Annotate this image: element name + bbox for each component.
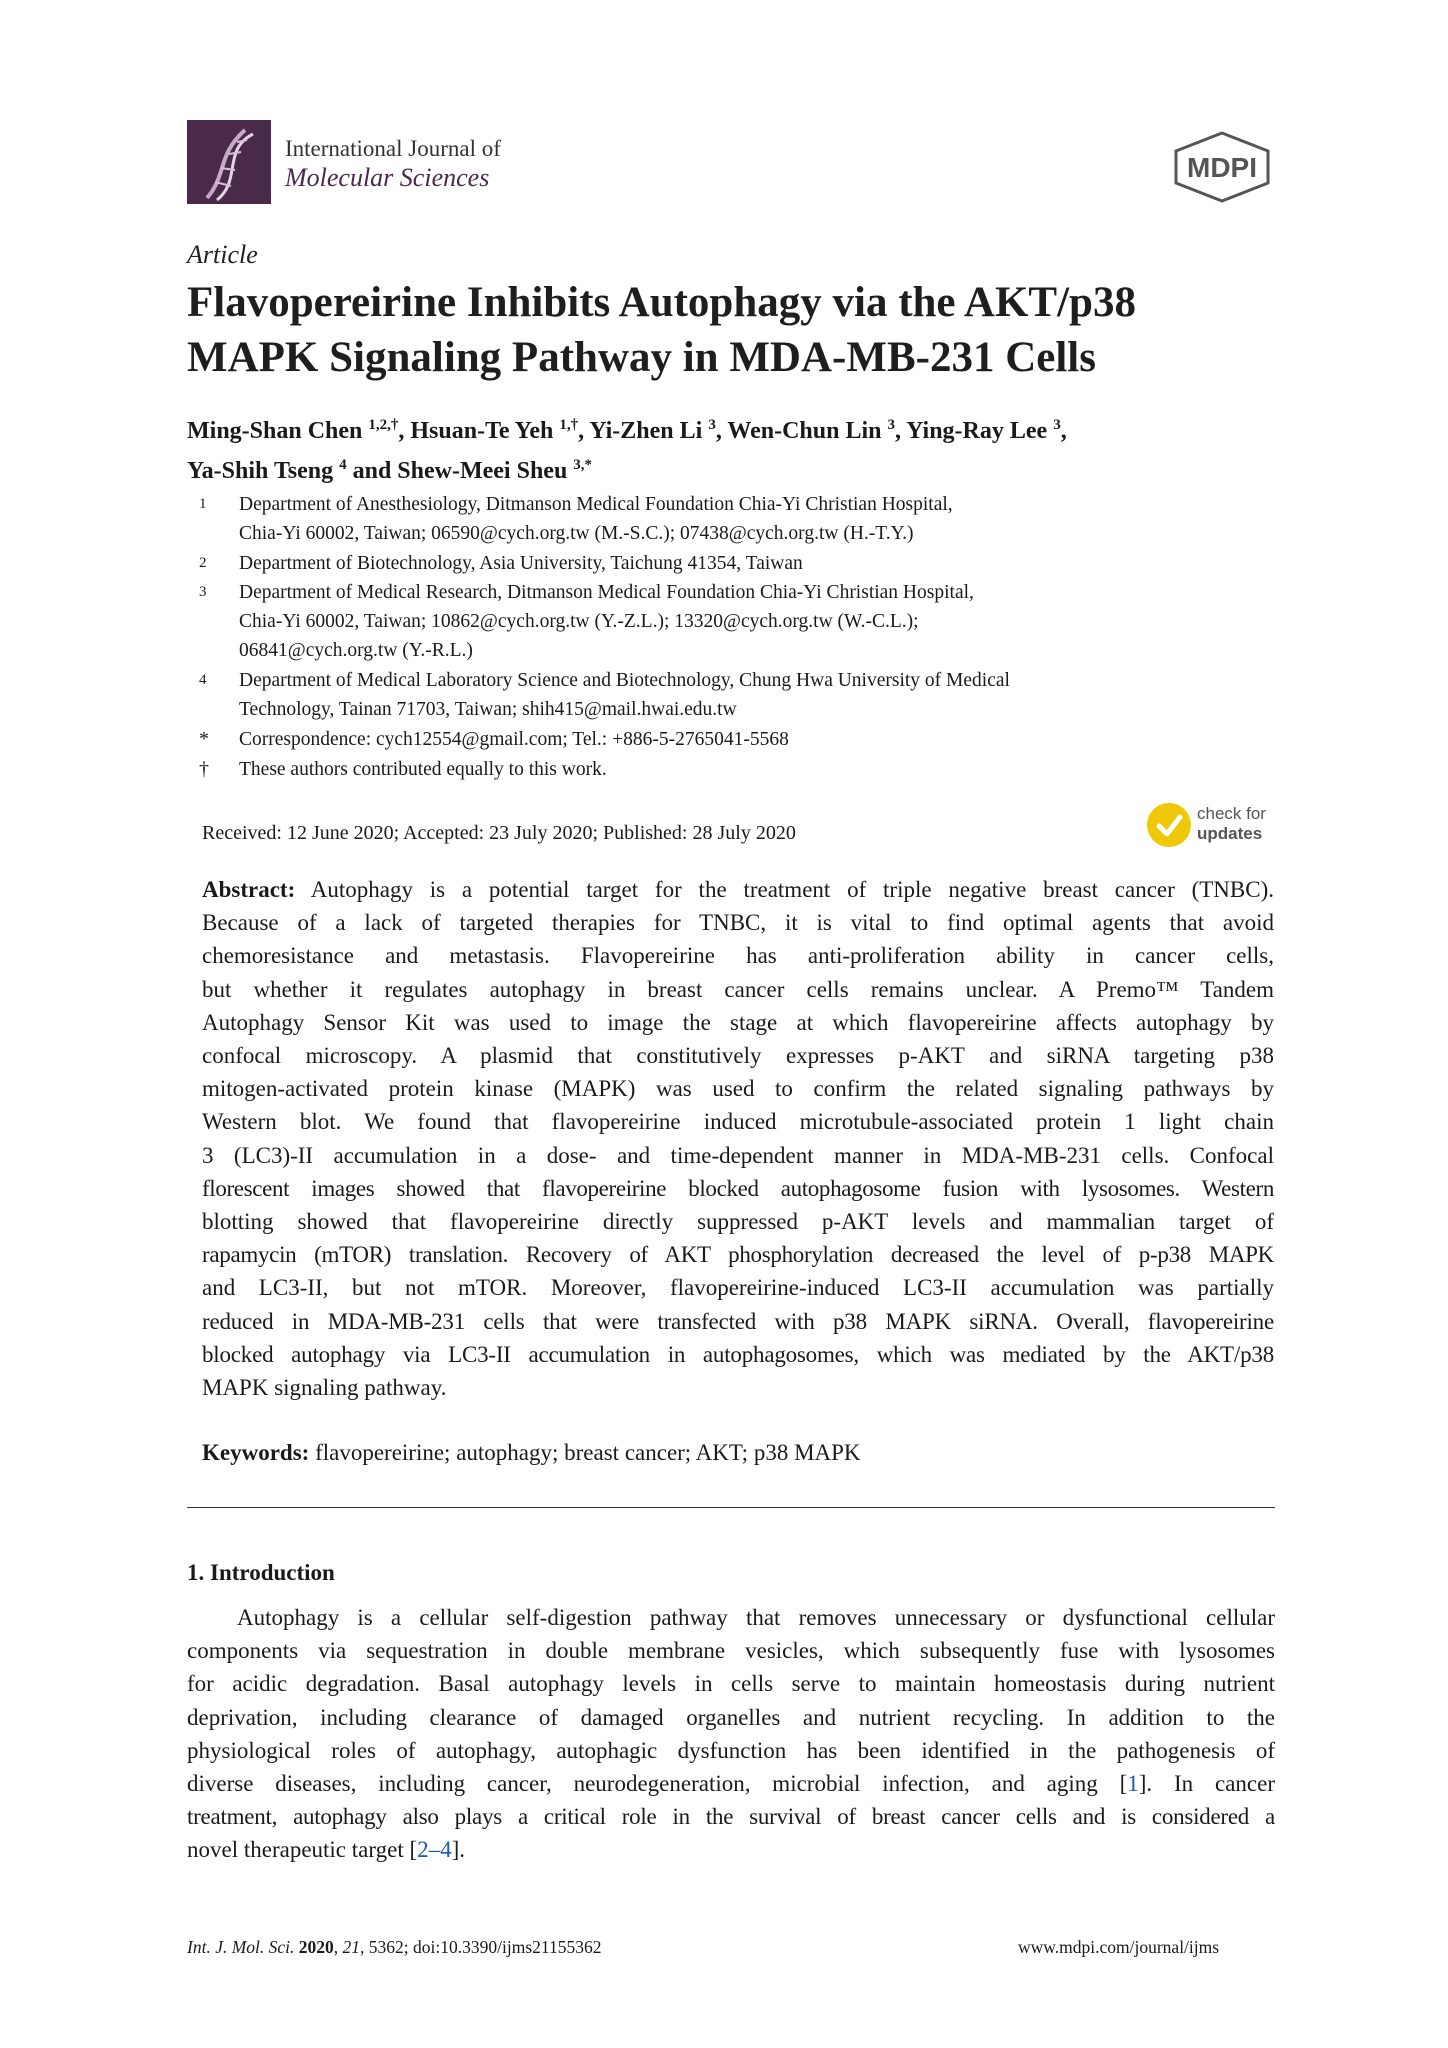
intro-line: for acidic degradation. Basal autophagy levels in cells serve to maintain homeostasis during nutrient [187,1671,1275,1697]
affiliation-line: Department of Medical Laboratory Science and Biotechnology, Chung Hwa University of Medical [239,670,1010,691]
abstract-line: blocked autophagy via LC3-II accumulation in autophagosomes, which was mediated by the AKT/p38 [202,1341,1274,1367]
footer-doi[interactable]: , 5362; doi:10.3390/ijms21155362 [360,1937,602,1957]
affiliation-number: 3 [199,584,207,600]
abstract-line: MAPK signaling pathway. [202,1375,447,1401]
abstract-line: and LC3-II, but not mTOR. Moreover, flavopereirine-induced LC3-II accumulation was partially [202,1275,1274,1301]
check-for-updates-badge[interactable] [1147,800,1277,850]
author[interactable]: Ya-Shih Tseng $^4$ [187,457,347,484]
affiliation [187,666,1287,724]
title-line: Flavopereirine Inhibits Autophagy via the AKT/p38 [187,279,1136,326]
footer-volume: 21 [342,1937,361,1957]
publication-dates: Received: 12 June 2020; Accepted: 23 July 2020; Published: 28 July 2020 [202,822,796,844]
keywords-label: Keywords: [202,1440,310,1465]
abstract-line: mitogen-activated protein kinase (MAPK) was used to confirm the related signaling pathways by [202,1076,1274,1102]
abstract-label: Abstract: [202,877,296,902]
author[interactable]: Yi-Zhen Li $^3$ [589,417,716,444]
journal-abbreviation: Int. J. Mol. Sci. [187,1937,295,1957]
affiliation-number: 1 [199,496,207,512]
affiliation-line: Technology, Tainan 71703, Taiwan; shih415@mail.hwai.edu.tw [239,699,737,720]
footer-year: 2020 [298,1937,334,1957]
abstract-line: Autophagy Sensor Kit was used to image the stage at which flavopereirine affects autophagy by [202,1009,1274,1035]
author[interactable]: Ming-Shan Chen $^{1,2,\dagger}$ [187,417,399,444]
equal-contribution-note [187,755,1287,784]
note-line: These authors contributed equally to this work. [239,759,607,780]
paper-title [187,275,1287,385]
abstract-line: reduced in MDA-MB-231 cells that were transfected with p38 MAPK siRNA. Overall, flavopereirine [202,1308,1274,1334]
abstract-line: Western blot. We found that flavopereirine induced microtubule-associated protein 1 light chain [202,1109,1274,1135]
dna-helix-icon [187,120,271,204]
author[interactable]: Wen-Chun Lin $^3$ [727,417,895,444]
intro-line: diverse diseases, including cancer, neurodegeneration, microbial infection, and aging [1]. In cancer [187,1771,1276,1797]
affiliation [187,549,1287,578]
author[interactable]: Ying-Ray Lee $^3$ [906,417,1061,444]
affiliation-number: 2 [199,555,207,571]
citation-link[interactable]: 1 [1127,1771,1139,1797]
journal-name-line2: Molecular Sciences [285,163,490,192]
author[interactable]: Hsuan-Te Yeh $^{1,\dagger}$ [410,417,579,444]
affiliation-line: Department of Anesthesiology, Ditmanson Medical Foundation Chia-Yi Christian Hospital, [239,494,953,515]
introduction-body [187,1601,1275,1867]
correspondence [187,725,1287,754]
abstract-line: but whether it regulates autophagy in breast cancer cells remains unclear. A Premo™ Tandem [202,976,1274,1002]
affiliation [187,578,1287,665]
mdpi-logo-icon [1170,131,1274,203]
dagger-mark: † [199,758,209,780]
section-divider [187,1507,1275,1508]
abstract-line: rapamycin (mTOR) translation. Recovery of AKT phosphorylation decreased the level of p-p38 MAPK [202,1242,1274,1268]
abstract: Abstract: Autophagy is a potential target for the treatment of triple negative breast cancer (TNBC). Because of a lack of targeted therapies for TNBC, it is vital to find optimal agents that avoid chemoresistance and metastasis. Flavopereirine has anti-proliferation ability in cancer cells, but whether it regulates autophagy in breast cancer cells remains unclear. A Premo™ Tandem Autophagy Sensor Kit was used to image the stage at which flavopereirine affects autophagy by confocal microscopy. A plasmid that constitutively expresses p-AKT and siRNA targeting p38 mitogen-activated protein kinase (MAPK) was used to confirm the related signaling pathways by Western blot. We found that flavopereirine induced microtubule-associated protein 1 light chain 3 (LC3)-II accumulation in a dose- and time-dependent manner in MDA-MB-231 cells. Confocal florescent images showed that flavopereirine blocked autophagosome fusion with lysosomes. Western blotting showed that flavopereirine directly suppressed p-AKT levels and mammalian target of rapamycin (mTOR) translation. Recovery of AKT phosphorylation decreased the level of p-p38 MAPK and LC3-II, but not mTOR. Moreover, flavopereirine-induced LC3-II accumulation was partially reduced in MDA-MB-231 cells that were transfected with p38 MAPK siRNA. Overall, flavopereirine blocked autophagy via LC3-II accumulation in autophagosomes, which was mediated by the AKT/p38 MAPK signaling pathway. [202,873,1274,1404]
abstract-line: Because of a lack of targeted therapies for TNBC, it is vital to find optimal agents that avoid [202,910,1274,936]
journal-url[interactable]: www.mdpi.com/journal/ijms [1018,1937,1220,1957]
abstract-line: 3 (LC3)-II accumulation in a dose- and time-dependent manner in MDA-MB-231 cells. Confocal [202,1142,1274,1168]
affiliation-line: Chia-Yi 60002, Taiwan; 10862@cych.org.tw (Y.-Z.L.); 13320@cych.org.tw (W.-C.L.); [239,611,919,632]
check-label: check for [1197,804,1266,823]
author-list: Ming-Shan Chen $^{1,2,\dagger}$, Hsuan-Te Yeh $^{1,\dagger}$, Yi-Zhen Li $^3$, Wen-Chun Lin $^3$, Ying-Ray Lee $^3$, Ya-Shih Tseng $^4$ and Shew-Meei Sheu $^{3,*}$ [187,417,1067,484]
abstract-line: confocal microscopy. A plasmid that constitutively expresses p-AKT and siRNA targeting p38 [202,1043,1274,1069]
updates-label: updates [1197,824,1263,843]
author[interactable]: Shew-Meei Sheu $^{3,*}$ [397,457,593,484]
affiliation-line: Chia-Yi 60002, Taiwan; 06590@cych.org.tw (M.-S.C.); 07438@cych.org.tw (H.-T.Y.) [239,523,914,544]
intro-line: components via sequestration in double membrane vesicles, which subsequently fuse with lysosomes [187,1638,1275,1664]
citation-link[interactable]: 2–4 [417,1837,452,1863]
intro-line: treatment, autophagy also plays a critical role in the survival of breast cancer cells and is considered a [187,1804,1275,1830]
intro-line: Autophagy is a cellular self-digestion pathway that removes unnecessary or dysfunctional cellular [237,1605,1275,1630]
journal-name-line1: International Journal of [285,136,501,161]
intro-line: physiological roles of autophagy, autophagic dysfunction has been identified in the pathogenesis of [187,1737,1275,1763]
affiliation [187,490,1287,548]
correspondence-line[interactable]: Correspondence: cych12554@gmail.com; Tel.: +886-5-2765041-5568 [239,729,789,750]
abstract-line: florescent images showed that flavopereirine blocked autophagosome fusion with lysosomes. Western [202,1175,1274,1201]
title-line: MAPK Signaling Pathway in MDA-MB-231 Cells [187,334,1096,381]
keywords [202,1440,861,1466]
keywords-text: flavopereirine; autophagy; breast cancer; AKT; p38 MAPK [315,1440,861,1465]
intro-line: novel therapeutic target [2–4]. [187,1837,466,1863]
article-type: Article [187,240,258,269]
affiliation-line: Department of Biotechnology, Asia University, Taichung 41354, Taiwan [239,553,803,574]
svg-text:MDPI: MDPI [1187,152,1257,183]
section-heading: 1. Introduction [187,1560,335,1585]
affiliation-line: 06841@cych.org.tw (Y.-R.L.) [239,640,473,661]
asterisk-mark: * [199,728,209,750]
affiliation-line: Department of Medical Research, Ditmanson Medical Foundation Chia-Yi Christian Hospital, [239,582,974,603]
abstract-line: chemoresistance and metastasis. Flavopereirine has anti-proliferation ability in cancer cells, [202,943,1274,969]
intro-line: deprivation, including clearance of damaged organelles and nutrient recycling. In addition to the [187,1704,1275,1730]
citation-footer: Int. J. Mol. Sci. 2020, 21, 5362; doi:10.3390/ijms21155362 [187,1937,602,1957]
affiliation-number: 4 [199,672,207,688]
checkmark-icon [1147,803,1191,847]
mdpi-logo[interactable] [1170,131,1274,203]
abstract-line: blotting showed that flavopereirine directly suppressed p-AKT levels and mammalian target of [202,1209,1274,1235]
journal-logo [187,120,271,204]
